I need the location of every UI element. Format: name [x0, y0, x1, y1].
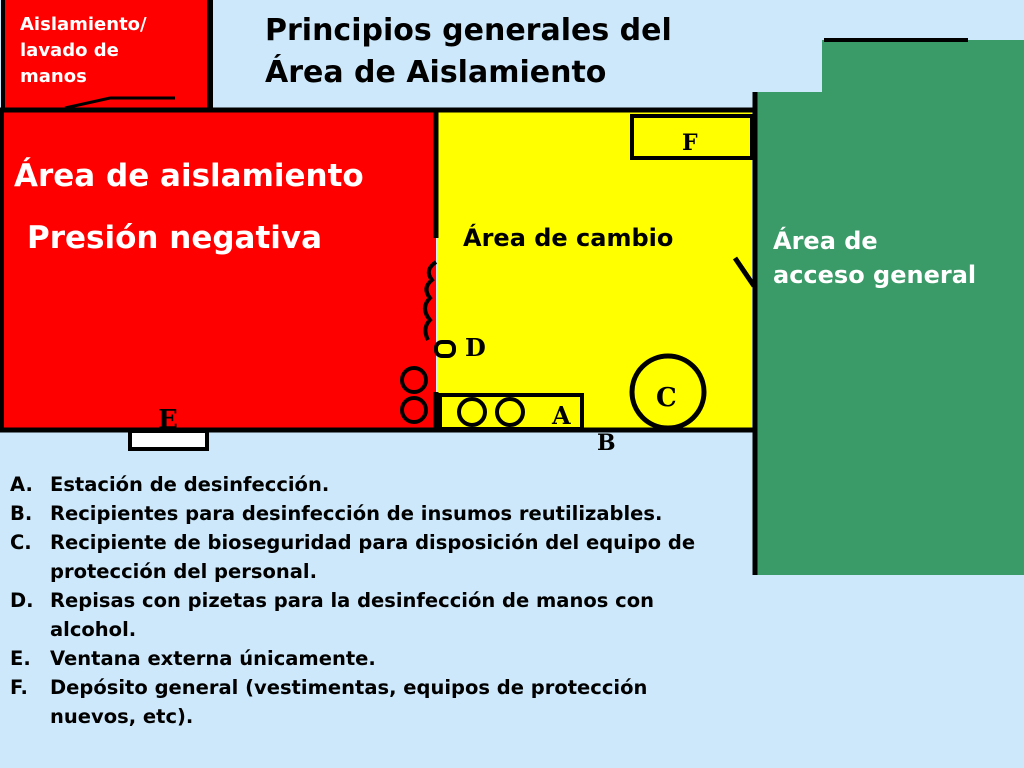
legend-text: Recipiente de bioseguridad para disposición del equipo de protección del personal. — [50, 531, 696, 583]
page-title: Principios generales del Área de Aislamiento — [265, 13, 672, 90]
marker-c: C — [656, 383, 677, 413]
marker-d: D — [465, 333, 486, 362]
legend-key: D. — [10, 589, 34, 612]
legend-item — [10, 499, 730, 528]
legend-item — [10, 644, 730, 673]
legend-text: Ventana externa únicamente. — [50, 647, 376, 670]
legend-key: E. — [10, 647, 31, 670]
legend-item — [10, 528, 730, 586]
bin-circle — [402, 368, 426, 392]
legend-item — [10, 673, 730, 731]
handwash-room-label: Aislamiento/ lavado de manos — [20, 14, 147, 87]
legend-list — [10, 470, 730, 731]
marker-a: A — [552, 401, 571, 430]
bin-circle — [402, 398, 426, 422]
legend-key: A. — [10, 473, 33, 496]
legend-item — [10, 586, 730, 644]
legend-key: C. — [10, 531, 32, 554]
station-a-basin — [497, 399, 523, 425]
station-a-basin — [459, 399, 485, 425]
change-area-label: Área de cambio — [463, 224, 674, 252]
legend-text: Recipientes para desinfección de insumos reutilizables. — [50, 502, 663, 525]
marker-e: E — [158, 405, 178, 435]
legend-text: Depósito general (vestimentas, equipos de protección nuevos, etc). — [50, 676, 648, 728]
general-access-zone — [755, 40, 1024, 575]
legend-key: F. — [10, 676, 28, 699]
legend-key: B. — [10, 502, 33, 525]
marker-b: B — [597, 430, 616, 456]
general-access-label: Área de acceso general — [773, 227, 977, 289]
legend-text: Repisas con pizetas para la desinfección de manos con alcohol. — [50, 589, 654, 641]
shelf-d — [436, 342, 454, 356]
marker-f: F — [682, 130, 698, 156]
legend-item — [10, 470, 730, 499]
negative-pressure-label: Presión negativa — [27, 220, 323, 256]
isolation-area-label: Área de aislamiento — [14, 158, 364, 194]
legend-text: Estación de desinfección. — [50, 473, 330, 496]
